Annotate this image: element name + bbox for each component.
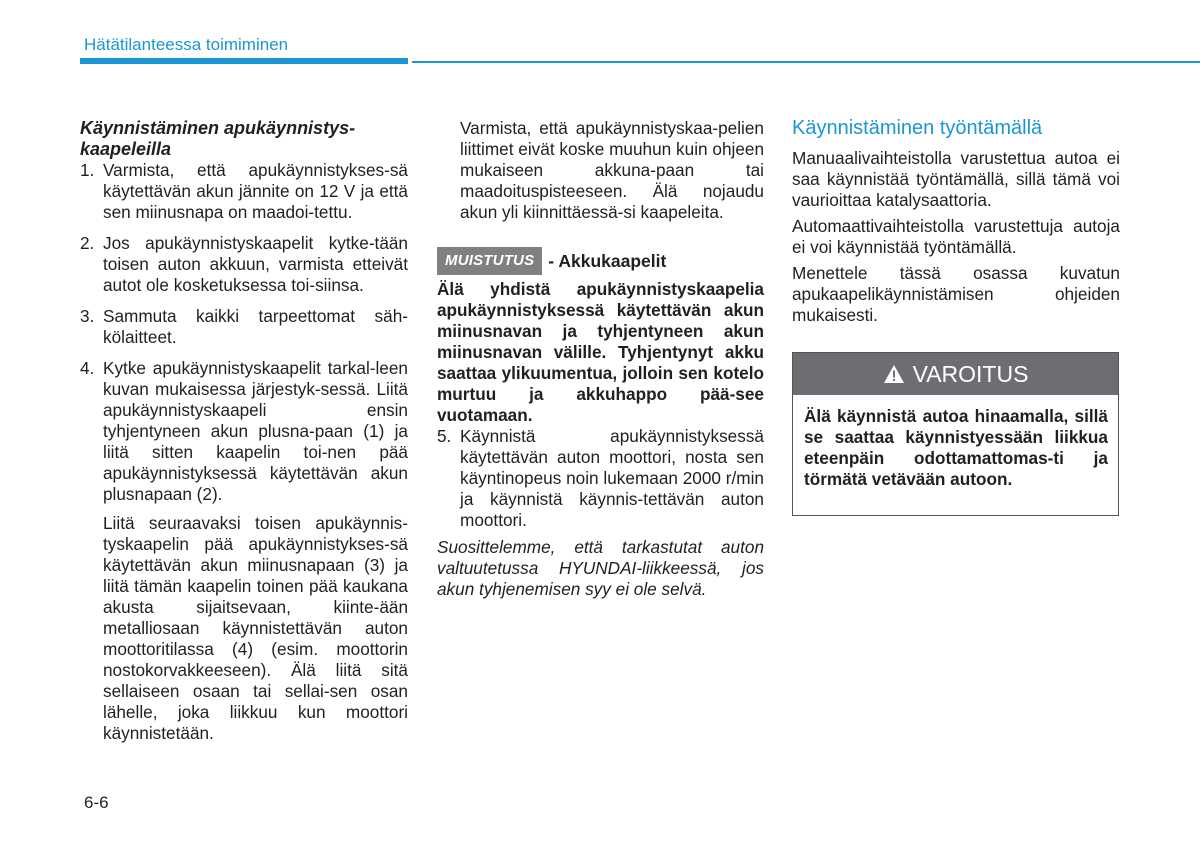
step-text: Varmista, että apukäynnistykses-sä käytettävän akun jännite on 12 V ja että sen miinusnapa on maadoi-tettu. [103, 160, 408, 222]
step-text: Käynnistä apukäynnistyksessä käytettävän auton moottori, nosta sen käyntinopeus noin lukemaan 2000 r/min ja käynnistä käynnis-tettävän auton moottori. [460, 426, 764, 530]
column-right [792, 116, 1120, 331]
warning-body: Älä käynnistä autoa hinaamalla, sillä se saattaa käynnistyessään liikkua eteenpäin odottamattomas-ti ja törmätä vetävään autoon. [804, 406, 1108, 489]
notice-badge: MUISTUTUS [437, 247, 542, 275]
subheading-jump-start [80, 118, 408, 160]
column-left [80, 118, 408, 744]
header-rule-thick [80, 58, 408, 64]
section-title-push-start: Käynnistäminen työntämällä [792, 117, 1043, 139]
paragraph-automatic: Automaattivaihteistolla varustettuja autoja ei voi käynnistää työntämällä. [792, 216, 1120, 257]
step-text: Jos apukäynnistyskaapelit kytke-tään toisen auton akkuun, varmista etteivät autot ole kosketuksessa toi-siinsa. [103, 233, 408, 295]
step-1 [80, 160, 408, 223]
step-number: 1. [80, 160, 95, 180]
header-rule-thin [412, 61, 1200, 63]
step-number: 3. [80, 306, 95, 326]
steps-list [80, 160, 408, 505]
step-number: 4. [80, 358, 95, 378]
cable-clamp-instruction: Varmista, että apukäynnistyskaa-pelien liittimet eivät koske muuhun kuin ohjeen mukaiseen akkuna-paan tai maadoituspisteeseen. Älä nojaudu akun yli kiinnittäessä-si kaapeleita. [460, 118, 764, 222]
paragraph-follow-instructions: Menettele tässä osassa kuvatun apukaapelikäynnistämisen ohjeiden mukaisesti. [792, 263, 1120, 325]
step-text: Sammuta kaikki tarpeettomat säh-kölaitteet. [103, 306, 408, 347]
subheading-line-2: kaapeleilla [80, 139, 172, 159]
notice-header [437, 247, 764, 275]
step-4 [80, 358, 408, 505]
warning-title: VAROITUS [912, 360, 1029, 387]
dealer-recommendation: Suosittelemme, että tarkastutat auton valtuutetussa HYUNDAI-liikkeessä, jos akun tyhjenemisen syy ei ole selvä. [437, 537, 764, 599]
warning-header [793, 353, 1118, 395]
notice-body: Älä yhdistä apukäynnistyskaapelia apukäynnistyksessä käytettävän akun miinusnavan ja tyhjentyneen akun miinusnavan välille. Tyhjentynyt akku saattaa ylikuumentua, jolloin sen kotelo murtuu ja akkuhappo pää-see vuotamaan. [437, 279, 764, 425]
step-3 [80, 306, 408, 348]
running-header: Hätätilanteessa toimiminen [84, 35, 289, 54]
step-number: 5. [437, 426, 452, 446]
warning-box [792, 352, 1119, 516]
notice-title: - Akkukaapelit [548, 250, 667, 271]
paragraph-manual: Manuaalivaihteistolla varustettua autoa ei saa käynnistää työntämällä, sillä tämä voi vaurioittaa katalysaattoria. [792, 148, 1120, 210]
step-text: Kytke apukäynnistyskaapelit tarkal-leen kuvan mukaisessa järjestyk-sessä. Liitä apukäynnistyskaapeli ensin tyhjentyneen akun plusna-paan (1) ja liitä sitten kaapelin toi-nen pää apukäynnistyksessä käytettävän akun plusnapaan (2). [103, 358, 408, 504]
step-4-continued: Liitä seuraavaksi toisen apukäynnis-tyskaapelin pää apukäynnistykses-sä käytettävän akun miinusnapaan (3) ja liitä tämän kaapelin toinen pää kaukana akusta sijaitsevaan, kiinte-ään metalliosaan käynnistettävän auton moottoritilassa (4) (esim. moottorin nostokorvakkeeseen). Älä liitä sitä sellaiseen osaan tai sellai-sen osan lähelle, joka liikkuu kun moottori käynnistetään. [103, 513, 408, 743]
warning-triangle-icon [883, 364, 905, 384]
page-number: 6-6 [84, 793, 109, 812]
step-2 [80, 233, 408, 296]
step-5 [437, 426, 764, 531]
step-number: 2. [80, 233, 95, 253]
subheading-line-1: Käynnistäminen apukäynnistys- [80, 118, 356, 138]
steps-list-continued [437, 426, 764, 531]
column-middle [437, 118, 764, 600]
